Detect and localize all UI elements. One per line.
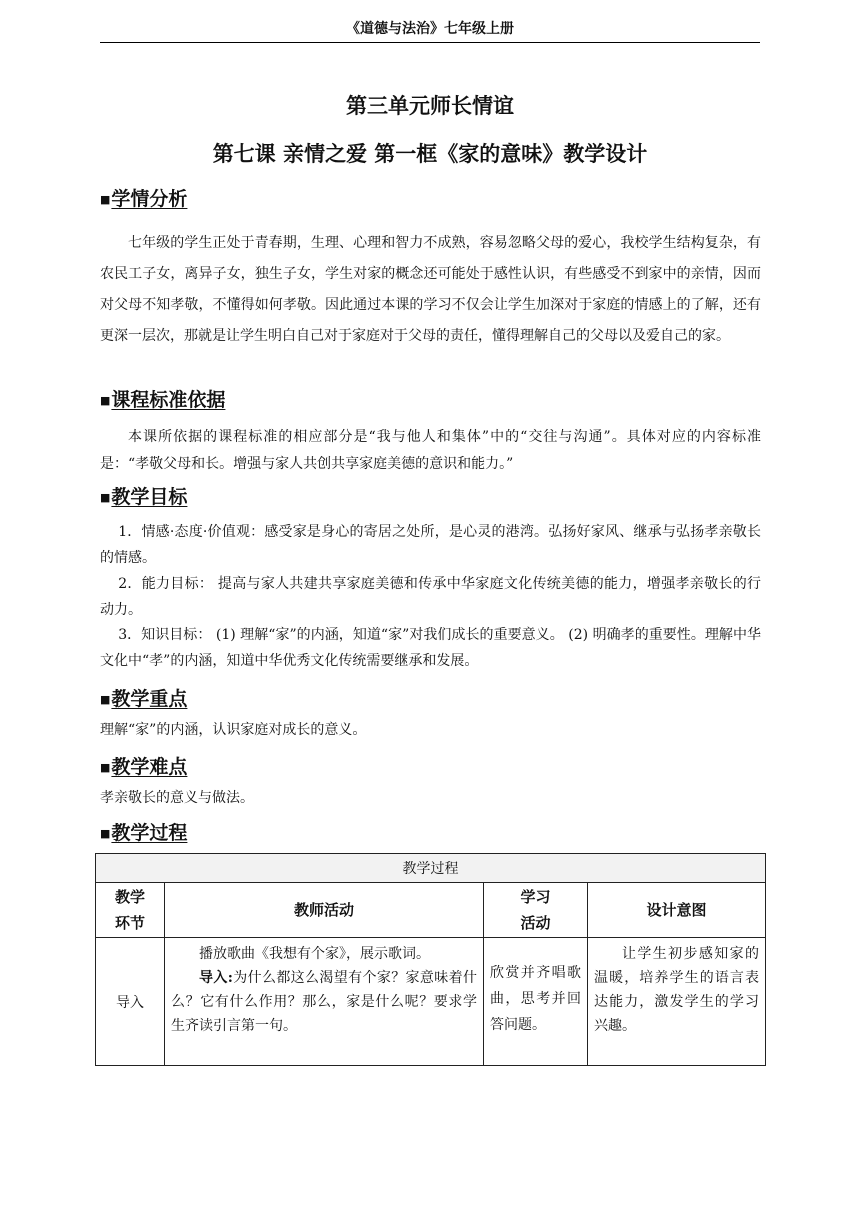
goal-item-1: 1．情感·态度·价值观：感受家是身心的寄居之处所，是心灵的港湾。弘扬好家风、继承与弘扬孝亲敬长的情感。 (100, 524, 761, 566)
section-heading-process (100, 818, 187, 845)
standard-paragraph: 本课所依据的课程标准的相应部分是“我与他人和集体”中的“交往与沟通”。具体对应的内容标准是：“孝敬父母和长。增强与家人共创共享家庭美德的意识和能力。” (100, 429, 761, 472)
lesson-title: 第七课 亲情之爱 第一框《家的意味》教学设计 (212, 142, 648, 166)
goal-item-3: 3．知识目标： (1) 理解“家”的内涵，知道“家”对我们成长的重要意义。 (2) 明确孝的重要性。理解中华文化中“孝”的内涵，知道中华优秀文化传统需要继承和发展。 (100, 627, 761, 669)
section-heading-text: 教学目标 (111, 486, 188, 508)
bullet-square-icon: ■ (100, 761, 111, 774)
bullet-square-icon: ■ (100, 693, 111, 706)
cell-teacher (165, 938, 484, 1066)
teacher-bold-label: 导入: (199, 970, 233, 986)
unit-title: 第三单元师长情谊 (346, 94, 514, 118)
section-heading-key-points (100, 684, 187, 711)
page-header: 《道德与法治》七年级上册 (100, 18, 760, 43)
analysis-paragraph: 七年级的学生正处于青春期，生理、心理和智力不成熟，容易忽略父母的爱心，我校学生结构复杂，有农民工子女，离异子女，独生子女，学生对家的概念还可能处于感性认识，有些感受不到家中的亲情，因而对父母不知孝敬，不懂得如何孝敬。因此通过本课的学习不仅会让学生加深对于家庭的情感上的了解，还有更深一层次，那就是让学生明白自己对于家庭对于父母的责任，懂得理解自己的父母以及爱自己的家。 (100, 235, 761, 344)
bullet-square-icon: ■ (100, 827, 111, 840)
section-heading-text: 课程标准依据 (111, 389, 226, 411)
section-heading-text: 教学过程 (111, 822, 188, 844)
cell-stage: 导入 (96, 938, 165, 1066)
key-points-text: 理解“家”的内涵，认识家庭对成长的意义。 (100, 722, 367, 738)
bullet-square-icon: ■ (100, 394, 111, 407)
table-title: 教学过程 (96, 854, 766, 883)
cell-intent: 让学生初步感知家的温暖，培养学生的语言表达能力，激发学生的学习兴趣。 (588, 938, 766, 1066)
header-teacher: 教师活动 (165, 883, 484, 938)
goal-item-2: 2．能力目标： 提高与家人共建共享家庭美德和传承中华家庭文化传统美德的能力，增强孝亲敬长的行动力。 (100, 576, 761, 618)
header-stage: 教学环节 (96, 883, 165, 938)
table-row (96, 938, 766, 1066)
section-heading-text: 学情分析 (111, 188, 188, 210)
bullet-square-icon: ■ (100, 491, 111, 504)
header-intent: 设计意图 (588, 883, 766, 938)
teacher-line-2-text: 为什么都这么渴望有个家？家意味着什么？它有什么作用？那么，家是什么呢？要求学生齐读引言第一句。 (171, 970, 477, 1034)
header-student: 学习活动 (484, 883, 588, 938)
section-heading-text: 教学难点 (111, 756, 188, 778)
bullet-square-icon: ■ (100, 193, 111, 206)
difficulties-text: 孝亲敬长的意义与做法。 (100, 790, 254, 806)
section-heading-goals (100, 482, 187, 509)
cell-student: 欣赏并齐唱歌曲，思考并回答问题。 (484, 938, 588, 1066)
process-table (95, 853, 766, 1066)
section-heading-analysis (100, 184, 187, 211)
section-heading-text: 教学重点 (111, 688, 188, 710)
teacher-line-2 (171, 966, 477, 1038)
section-heading-difficulties (100, 752, 187, 779)
teacher-line-1: 播放歌曲《我想有个家》，展示歌词。 (199, 946, 430, 962)
section-heading-standard (100, 385, 225, 412)
